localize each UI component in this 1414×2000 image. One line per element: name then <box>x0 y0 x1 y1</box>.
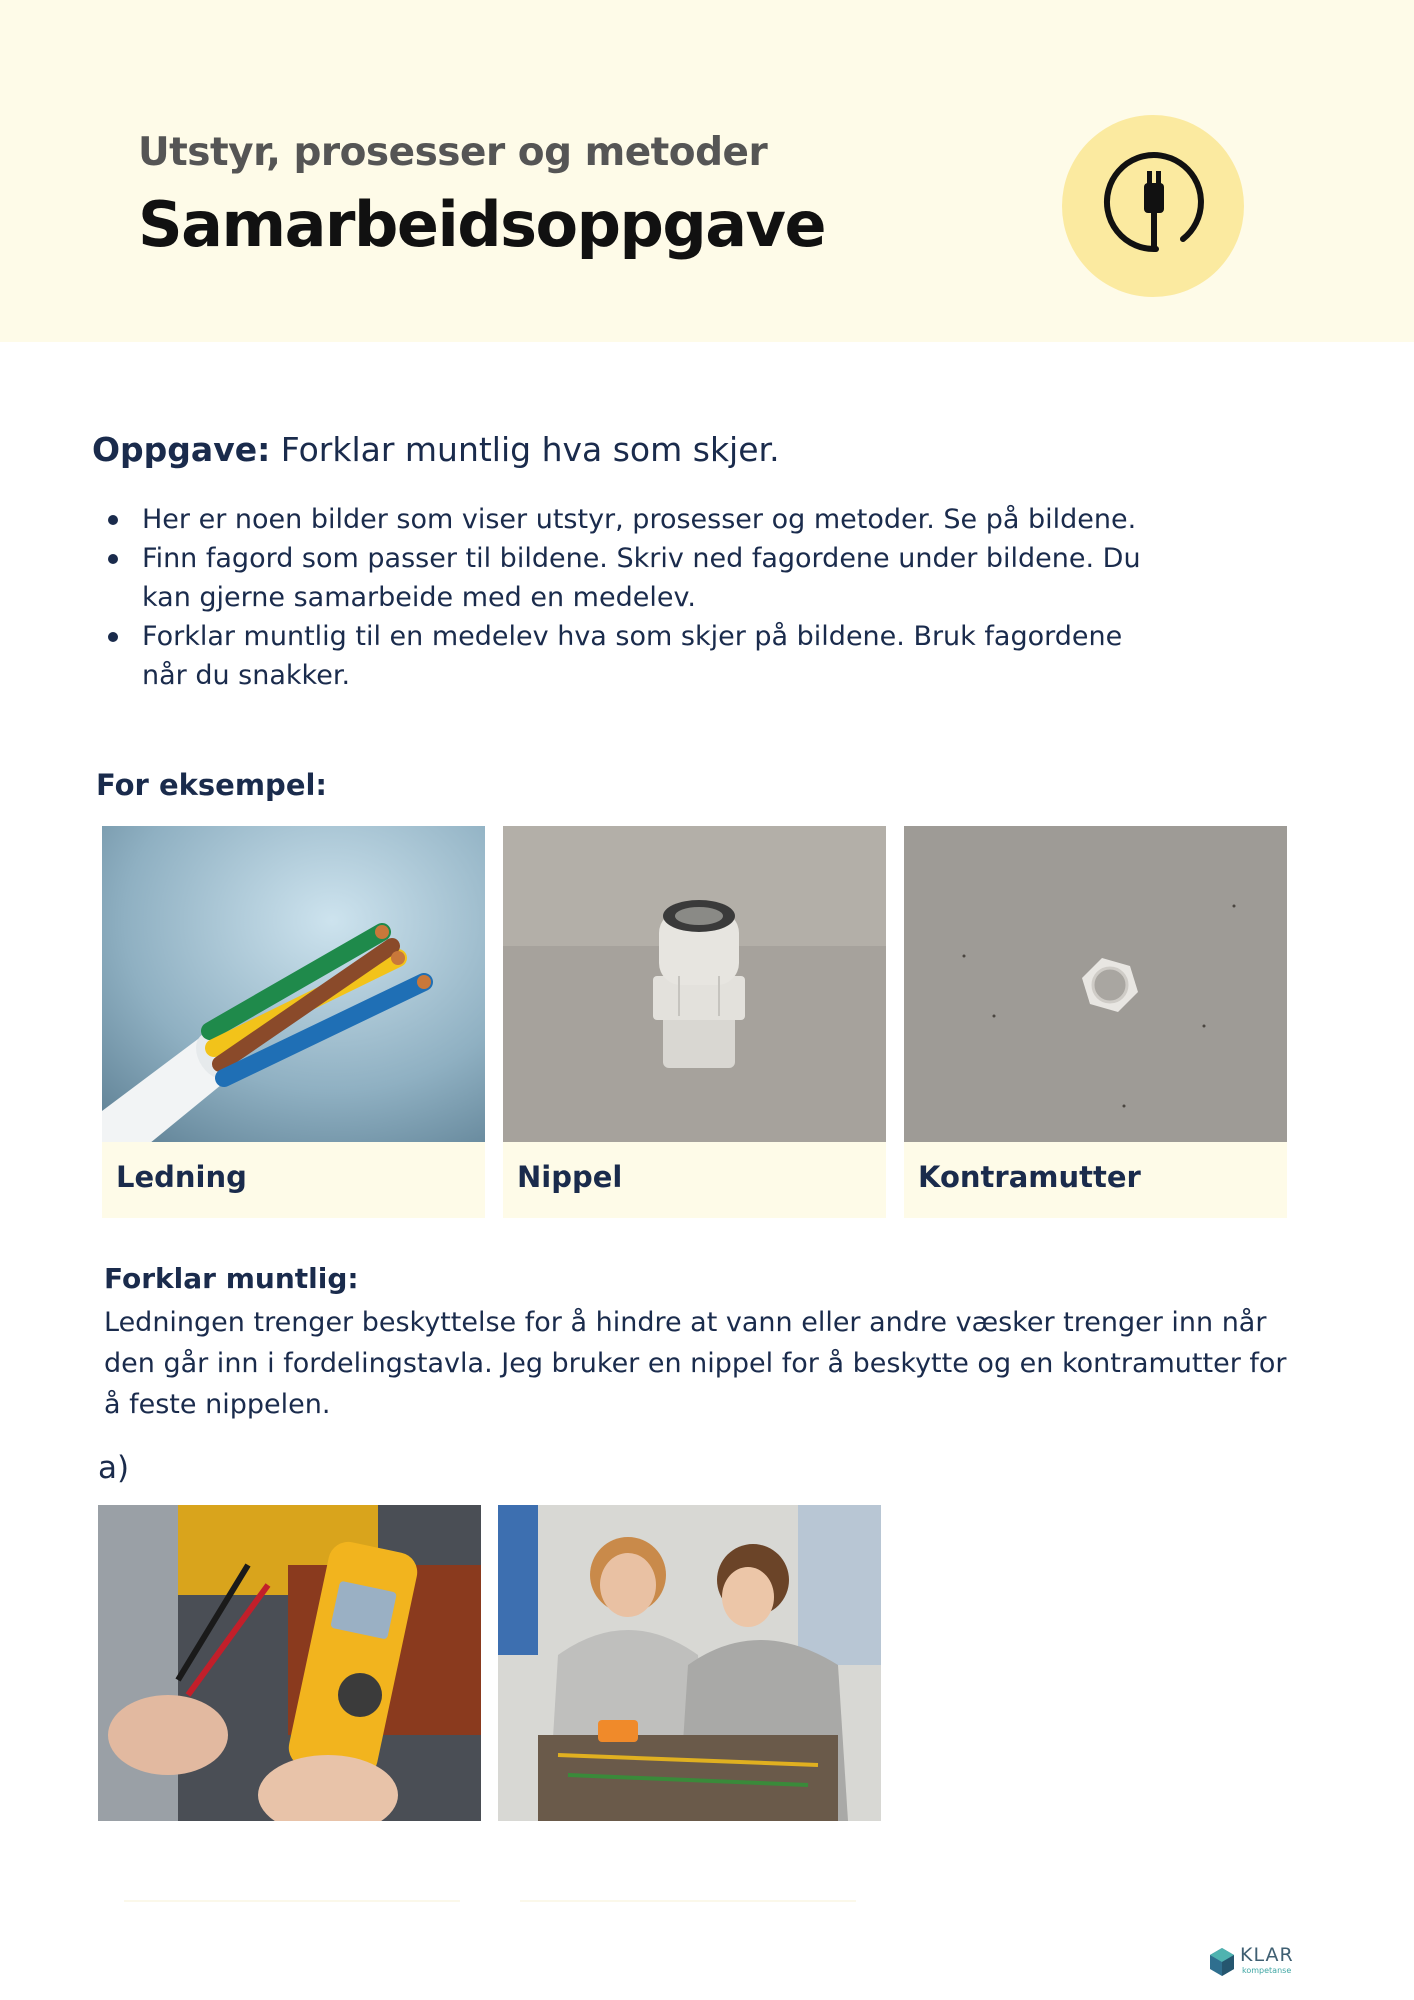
list-item-text: Forklar muntlig til en medelev hva som skjer på bildene. Bruk fagordene når du snakker. <box>142 621 1123 691</box>
divider <box>124 1900 460 1902</box>
list-item-text: Her er noen bilder som viser utstyr, prosesser og metoder. Se på bildene. <box>142 504 1137 535</box>
multimeter-photo <box>98 1505 481 1821</box>
page-subtitle: Utstyr, prosesser og metoder <box>138 130 768 175</box>
list-item <box>100 500 1160 539</box>
divider <box>520 1900 856 1902</box>
lock-nut-photo <box>904 826 1287 1142</box>
card-label: Nippel <box>517 1160 623 1194</box>
task-label: Oppgave: <box>92 430 271 469</box>
plug-icon <box>1062 115 1244 297</box>
logo-sub: kompetanse <box>1242 1966 1292 1975</box>
page-title: Samarbeidsoppgave <box>138 188 826 261</box>
part-a-label: a) <box>98 1450 130 1486</box>
klar-logo <box>1208 1944 1298 1980</box>
example-heading: For eksempel: <box>96 768 328 802</box>
students-measuring-photo <box>498 1505 881 1821</box>
card-label: Ledning <box>116 1160 247 1194</box>
list-item <box>100 539 1160 617</box>
example-card-kontramutter <box>904 826 1287 1218</box>
bullet-icon <box>108 632 118 642</box>
task-text: Forklar muntlig hva som skjer. <box>270 430 780 469</box>
cable-gland-photo <box>503 826 886 1142</box>
instruction-list <box>100 500 1160 695</box>
example-card-cable <box>102 826 485 1218</box>
explain-heading: Forklar muntlig: <box>104 1262 359 1295</box>
card-label: Kontramutter <box>918 1160 1141 1194</box>
cable-photo <box>102 826 485 1142</box>
bullet-icon <box>108 554 118 564</box>
page-header <box>0 0 1414 342</box>
example-card-nippel <box>503 826 886 1218</box>
list-item-text: Finn fagord som passer til bildene. Skriv ned fagordene under bildene. Du kan gjerne samarbeide med en medelev. <box>142 543 1141 613</box>
task-instruction <box>92 430 780 469</box>
bullet-icon <box>108 515 118 525</box>
logo-word: KLAR <box>1240 1944 1294 1966</box>
klar-logo-icon <box>1208 1946 1236 1978</box>
list-item <box>100 617 1160 695</box>
explain-text: Ledningen trenger beskyttelse for å hindre at vann eller andre væsker trenger inn når den går inn i fordelingstavla. Jeg bruker en nippel for å beskytte og en kontramutter for å feste nippelen. <box>104 1307 1287 1420</box>
